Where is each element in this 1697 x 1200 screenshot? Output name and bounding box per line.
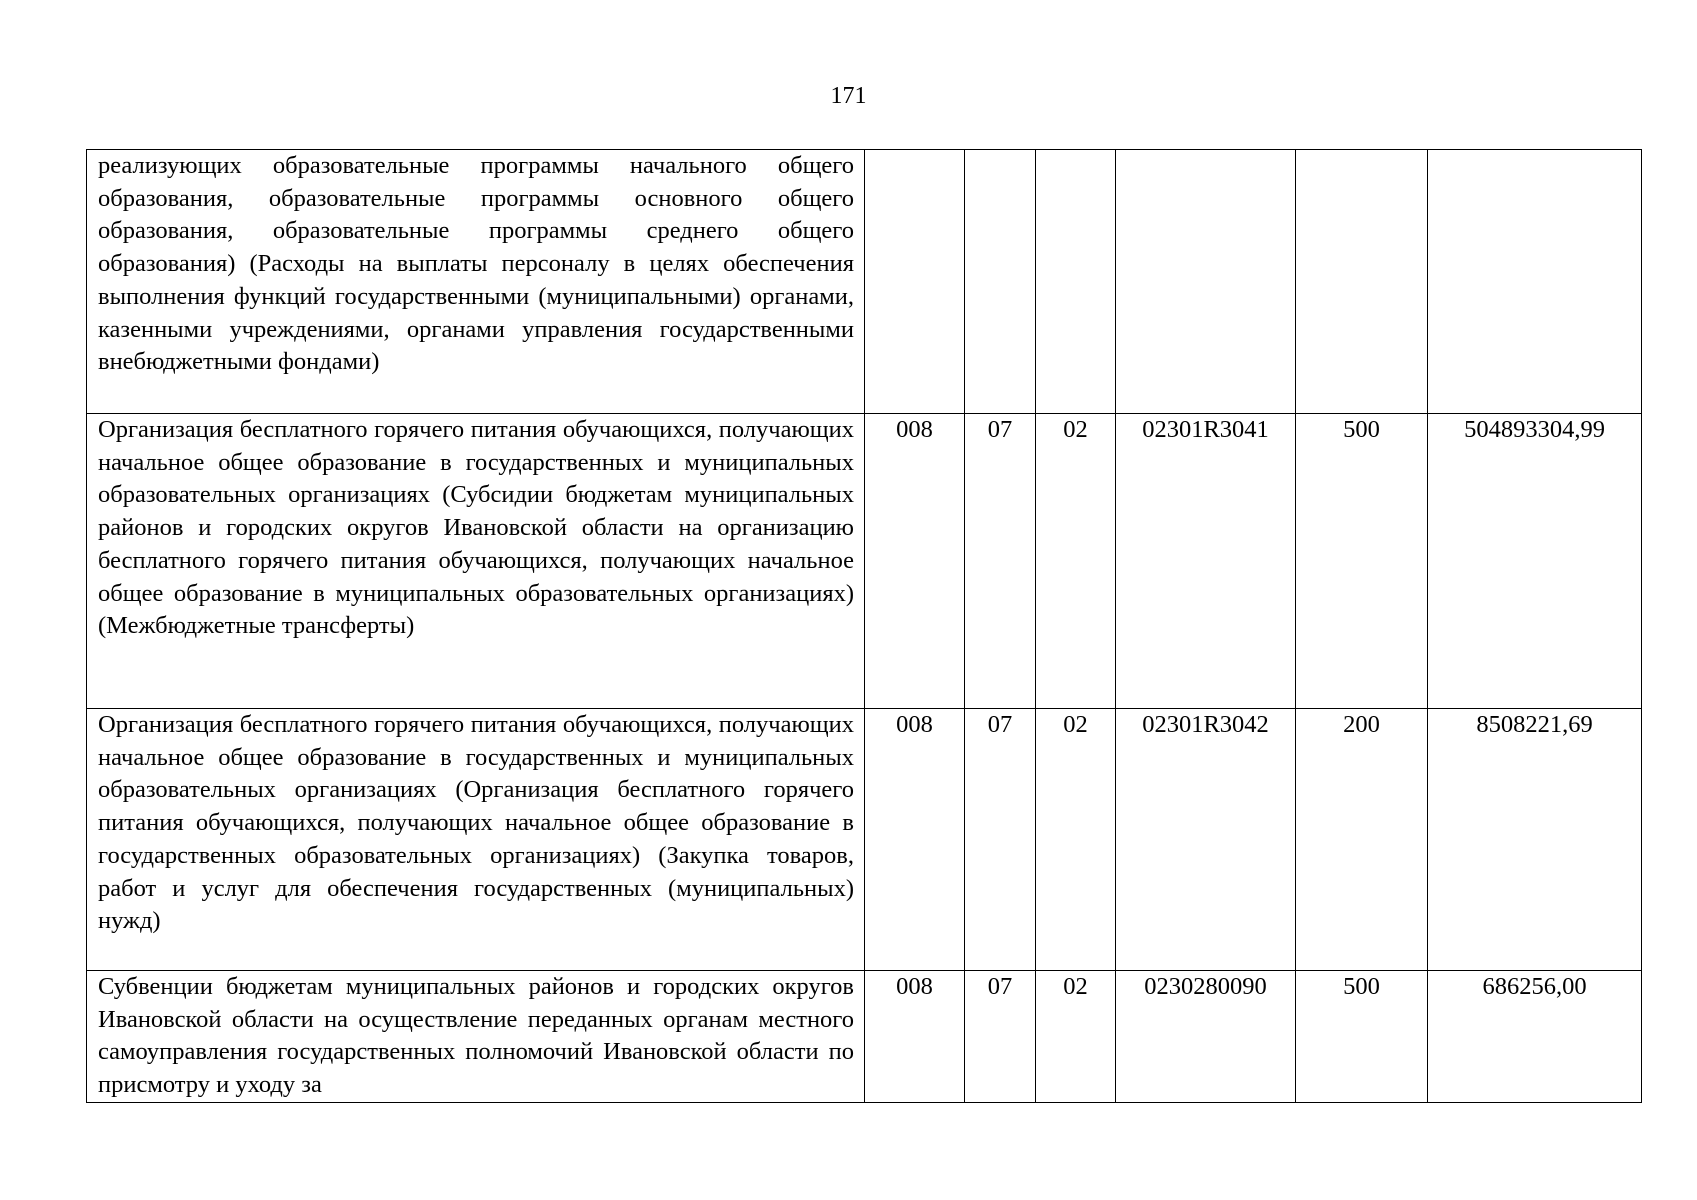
row-target-article: 0230280090 xyxy=(1116,971,1296,1103)
table-row xyxy=(87,709,1642,971)
row-subsection-code: 02 xyxy=(1036,971,1116,1103)
row-expense-type: 500 xyxy=(1296,971,1428,1103)
row-section-code: 07 xyxy=(965,709,1036,971)
row-amount: 504893304,99 xyxy=(1428,414,1642,709)
row-section-code: 07 xyxy=(965,414,1036,709)
budget-table xyxy=(86,149,1642,1103)
row-target-article: 02301R3042 xyxy=(1116,709,1296,971)
row-subsection-code xyxy=(1036,150,1116,414)
row-description: реализующих образовательные программы начального общего образования, образовательные программы основного общего образования, образовательные программы среднего общего образования) (Расходы на выплаты персоналу в целях обеспечения выполнения функций государственными (муниципальными) органами, казенными учреждениями, органами управления государственными внебюджетными фондами) xyxy=(87,150,865,414)
row-amount: 686256,00 xyxy=(1428,971,1642,1103)
row-section-code xyxy=(965,150,1036,414)
row-ministry-code: 008 xyxy=(865,414,965,709)
row-amount xyxy=(1428,150,1642,414)
row-target-article xyxy=(1116,150,1296,414)
row-description: Организация бесплатного горячего питания обучающихся, получающих начальное общее образование в государственных и муниципальных образовательных организациях (Субсидии бюджетам муниципальных районов и городских округов Ивановской области на организацию бесплатного горячего питания обучающихся, получающих начальное общее образование в муниципальных образовательных организациях) (Межбюджетные трансферты) xyxy=(87,414,865,709)
row-expense-type xyxy=(1296,150,1428,414)
row-expense-type: 500 xyxy=(1296,414,1428,709)
table-row xyxy=(87,150,1642,414)
row-amount: 8508221,69 xyxy=(1428,709,1642,971)
row-target-article: 02301R3041 xyxy=(1116,414,1296,709)
row-expense-type: 200 xyxy=(1296,709,1428,971)
row-subsection-code: 02 xyxy=(1036,709,1116,971)
table-row xyxy=(87,414,1642,709)
row-ministry-code: 008 xyxy=(865,971,965,1103)
row-description: Субвенции бюджетам муниципальных районов и городских округов Ивановской области на осуществление переданных органам местного самоуправления государственных полномочий Ивановской области по присмотру и уходу за xyxy=(87,971,865,1103)
row-ministry-code xyxy=(865,150,965,414)
table-row xyxy=(87,971,1642,1103)
row-ministry-code: 008 xyxy=(865,709,965,971)
page-number: 171 xyxy=(830,83,867,109)
row-section-code: 07 xyxy=(965,971,1036,1103)
row-description: Организация бесплатного горячего питания обучающихся, получающих начальное общее образование в государственных и муниципальных образовательных организациях (Организация бесплатного горячего питания обучающихся, получающих начальное общее образование в государственных образовательных организациях) (Закупка товаров, работ и услуг для обеспечения государственных (муниципальных) нужд) xyxy=(87,709,865,971)
row-subsection-code: 02 xyxy=(1036,414,1116,709)
